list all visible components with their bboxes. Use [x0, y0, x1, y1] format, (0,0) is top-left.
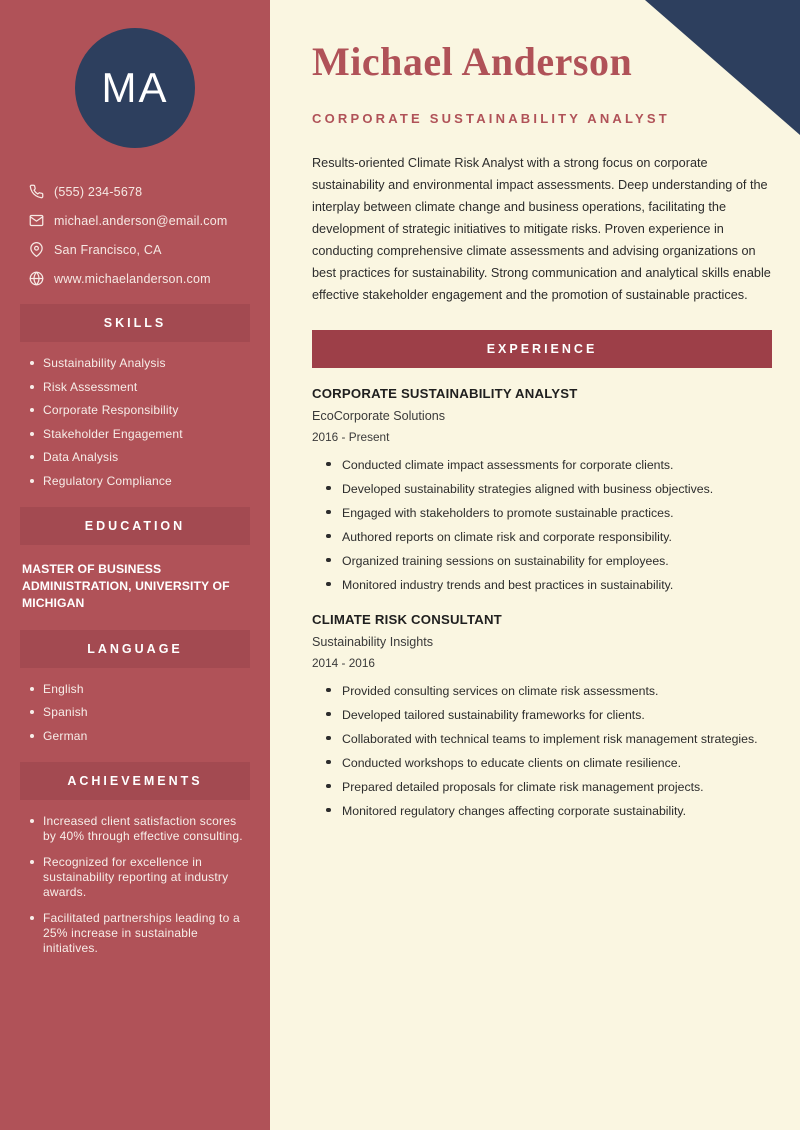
list-item: Prepared detailed proposals for climate risk management projects. — [326, 778, 772, 796]
section-heading-language: LANGUAGE — [20, 630, 250, 668]
list-item: Facilitated partnerships leading to a 25% increase in sustainable initiatives. — [28, 911, 250, 956]
section-heading-achievements: ACHIEVEMENTS — [20, 762, 250, 800]
list-item: Increased client satisfaction scores by 40% through effective consulting. — [28, 814, 250, 844]
email-icon — [24, 213, 48, 228]
job-company: EcoCorporate Solutions — [312, 408, 446, 423]
contact-email-text: michael.anderson@email.com — [54, 213, 228, 228]
experience-entry — [312, 386, 772, 594]
section-heading-education: EDUCATION — [20, 507, 250, 545]
list-item: Conducted climate impact assessments for corporate clients. — [326, 456, 772, 474]
list-item: Collaborated with technical teams to implement risk management strategies. — [326, 730, 772, 748]
phone-icon — [24, 184, 48, 199]
list-item: Developed tailored sustainability frameworks for clients. — [326, 706, 772, 724]
sidebar — [0, 0, 270, 1130]
avatar: MA — [75, 28, 195, 148]
list-item: Stakeholder Engagement — [28, 427, 250, 442]
list-item: Conducted workshops to educate clients on climate resilience. — [326, 754, 772, 772]
corner-decoration — [645, 0, 800, 135]
skills-list — [20, 356, 250, 489]
contact-item-phone[interactable] — [24, 184, 250, 199]
location-icon — [24, 242, 48, 257]
list-item: English — [28, 682, 250, 697]
job-company: Sustainability Insights — [312, 634, 434, 649]
globe-icon — [24, 271, 48, 286]
main-content — [286, 0, 800, 1130]
list-item: Provided consulting services on climate risk assessments. — [326, 682, 772, 700]
education-block — [20, 561, 250, 612]
page-title: Michael Anderson — [312, 39, 633, 84]
contact-location-text: San Francisco, CA — [54, 242, 162, 257]
contact-website-text: www.michaelanderson.com — [54, 271, 211, 286]
experience-entry — [312, 612, 772, 820]
education-degree: MASTER OF BUSINESS ADMINISTRATION, UNIVERSITY OF MICHIGAN — [22, 561, 230, 610]
achievements-list — [20, 814, 250, 956]
job-role: CORPORATE SUSTAINABILITY ANALYST — [312, 385, 578, 401]
list-item: Spanish — [28, 705, 250, 720]
list-item: Corporate Responsibility — [28, 403, 250, 418]
list-item: Organized training sessions on sustainability for employees. — [326, 552, 772, 570]
contact-item-email[interactable] — [24, 213, 250, 228]
contact-phone-text: (555) 234-5678 — [54, 184, 143, 199]
section-heading-skills: SKILLS — [20, 304, 250, 342]
list-item: Engaged with stakeholders to promote sustainable practices. — [326, 504, 772, 522]
list-item: Monitored industry trends and best practices in sustainability. — [326, 576, 772, 594]
job-bullets — [312, 456, 772, 594]
list-item: Data Analysis — [28, 450, 250, 465]
section-heading-experience: EXPERIENCE — [312, 330, 772, 368]
list-item: Developed sustainability strategies aligned with business objectives. — [326, 480, 772, 498]
list-item: Sustainability Analysis — [28, 356, 250, 371]
summary-text: Results-oriented Climate Risk Analyst with a strong focus on corporate sustainability and environmental impact assessments. Deep understanding of the interplay between climate change and business operations, facilitating the development of strategic initiatives to mitigate risks. Proven experience in conducting comprehensive climate assessments and advising organizations on best practices for sustainability. Strong communication and analytical skills enable effective stakeholder engagement and the promotion of sustainable practices. — [312, 155, 771, 302]
job-bullets — [312, 682, 772, 820]
contact-item-location[interactable] — [24, 242, 250, 257]
list-item: Risk Assessment — [28, 380, 250, 395]
list-item: Monitored regulatory changes affecting corporate sustainability. — [326, 802, 772, 820]
contact-item-website[interactable] — [24, 271, 250, 286]
list-item: German — [28, 729, 250, 744]
job-dates: 2014 - 2016 — [312, 655, 375, 670]
avatar-wrap — [20, 28, 250, 148]
job-role: CLIMATE RISK CONSULTANT — [312, 611, 502, 627]
list-item: Regulatory Compliance — [28, 474, 250, 489]
job-dates: 2016 - Present — [312, 429, 390, 444]
profession-title: CORPORATE SUSTAINABILITY ANALYST — [312, 110, 670, 126]
list-item: Recognized for excellence in sustainability reporting at industry awards. — [28, 855, 250, 900]
list-item: Authored reports on climate risk and corporate responsibility. — [326, 528, 772, 546]
language-list — [20, 682, 250, 744]
contact-list — [20, 184, 250, 286]
